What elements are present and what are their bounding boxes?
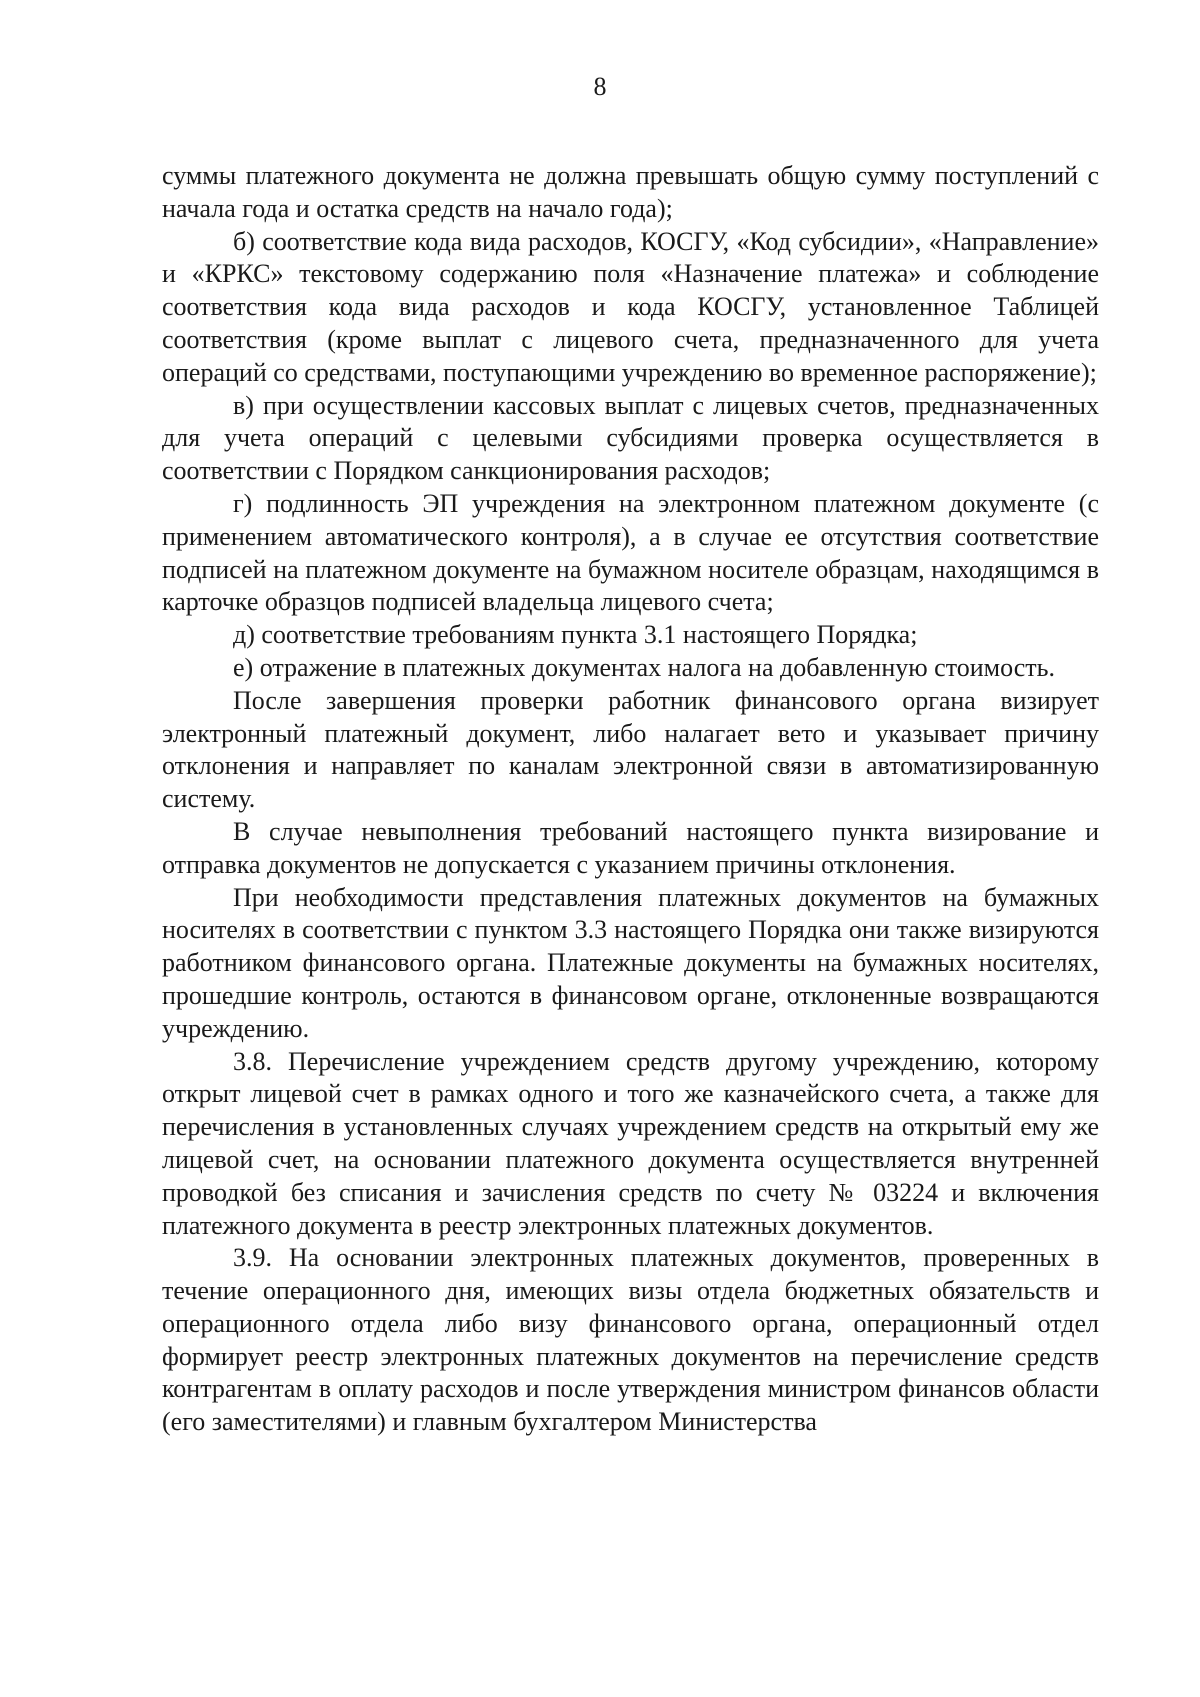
- paragraph-section-3-9: 3.9. На основании электронных платежных документов, проверенных в течение операционного дня, имеющих визы отдела бюджетных обязательств и операционного отдела либо визу финансового органа, операционный отдел формирует реестр электронных платежных документов на перечисление средств контрагентам в оплату расходов и после утверждения министром финансов области (его заместителями) и главным бухгалтером Министерства: [162, 1243, 1099, 1437]
- paragraph-item-g: г) подлинность ЭП учреждения на электронном платежном документе (с применением автоматического контроля), а в случае ее отсутствия соответствие подписей на платежном документе на бумажном носителе образцам, находящимся в карточке образцов подписей владельца лицевого счета;: [162, 488, 1099, 617]
- page-number: 8: [593, 72, 607, 101]
- paragraph-paper-documents: При необходимости представления платежных документов на бумажных носителях в соответствии с пунктом 3.3 настоящего Порядка они также визируются работником финансового органа. Платежные документы на бумажных носителях, прошедшие контроль, остаются в финансовом органе, отклоненные возвращаются учреждению.: [162, 882, 1099, 1043]
- document-body: [162, 160, 1099, 1439]
- paragraph-noncompliance: В случае невыполнения требований настоящего пункта визирование и отправка документов не допускается с указанием причины отклонения.: [162, 816, 1099, 879]
- paragraph-continuation: суммы платежного документа не должна превышать общую сумму поступлений с начала года и остатка средств на начало года);: [162, 161, 1099, 223]
- paragraph-item-v: в) при осуществлении кассовых выплат с лицевых счетов, предназначенных для учета операций с целевыми субсидиями проверка осуществляется в соответствии с Порядком санкционирования расходов;: [162, 390, 1099, 486]
- paragraph-after-check: После завершения проверки работник финансового органа визирует электронный платежный документ, либо налагает вето и указывает причину отклонения и направляет по каналам электронной связи в автоматизированную систему.: [162, 685, 1099, 814]
- paragraph-item-b: б) соответствие кода вида расходов, КОСГУ, «Код субсидии», «Направление» и «КРКС» текстовому содержанию поля «Назначение платежа» и соблюдение соответствия кода вида расходов и кода КОСГУ, установленное Таблицей соответствия (кроме выплат с лицевого счета, предназначенного для учета операций со средствами, поступающими учреждению во временное распоряжение);: [162, 226, 1099, 387]
- paragraph-item-e: е) отражение в платежных документах налога на добавленную стоимость.: [233, 652, 1056, 682]
- paragraph-item-d: д) соответствие требованиям пункта 3.1 настоящего Порядка;: [233, 620, 918, 650]
- paragraph-section-3-8: 3.8. Перечисление учреждением средств другому учреждению, которому открыт лицевой счет в рамках одного и того же казначейского счета, а также для перечисления в установленных случаях учреждением средств на открытый ему же лицевой счет, на основании платежного документа осуществляется внутренней проводкой без списания и зачисления средств по счету № 03224 и включения платежного документа в реестр электронных платежных документов.: [162, 1046, 1099, 1240]
